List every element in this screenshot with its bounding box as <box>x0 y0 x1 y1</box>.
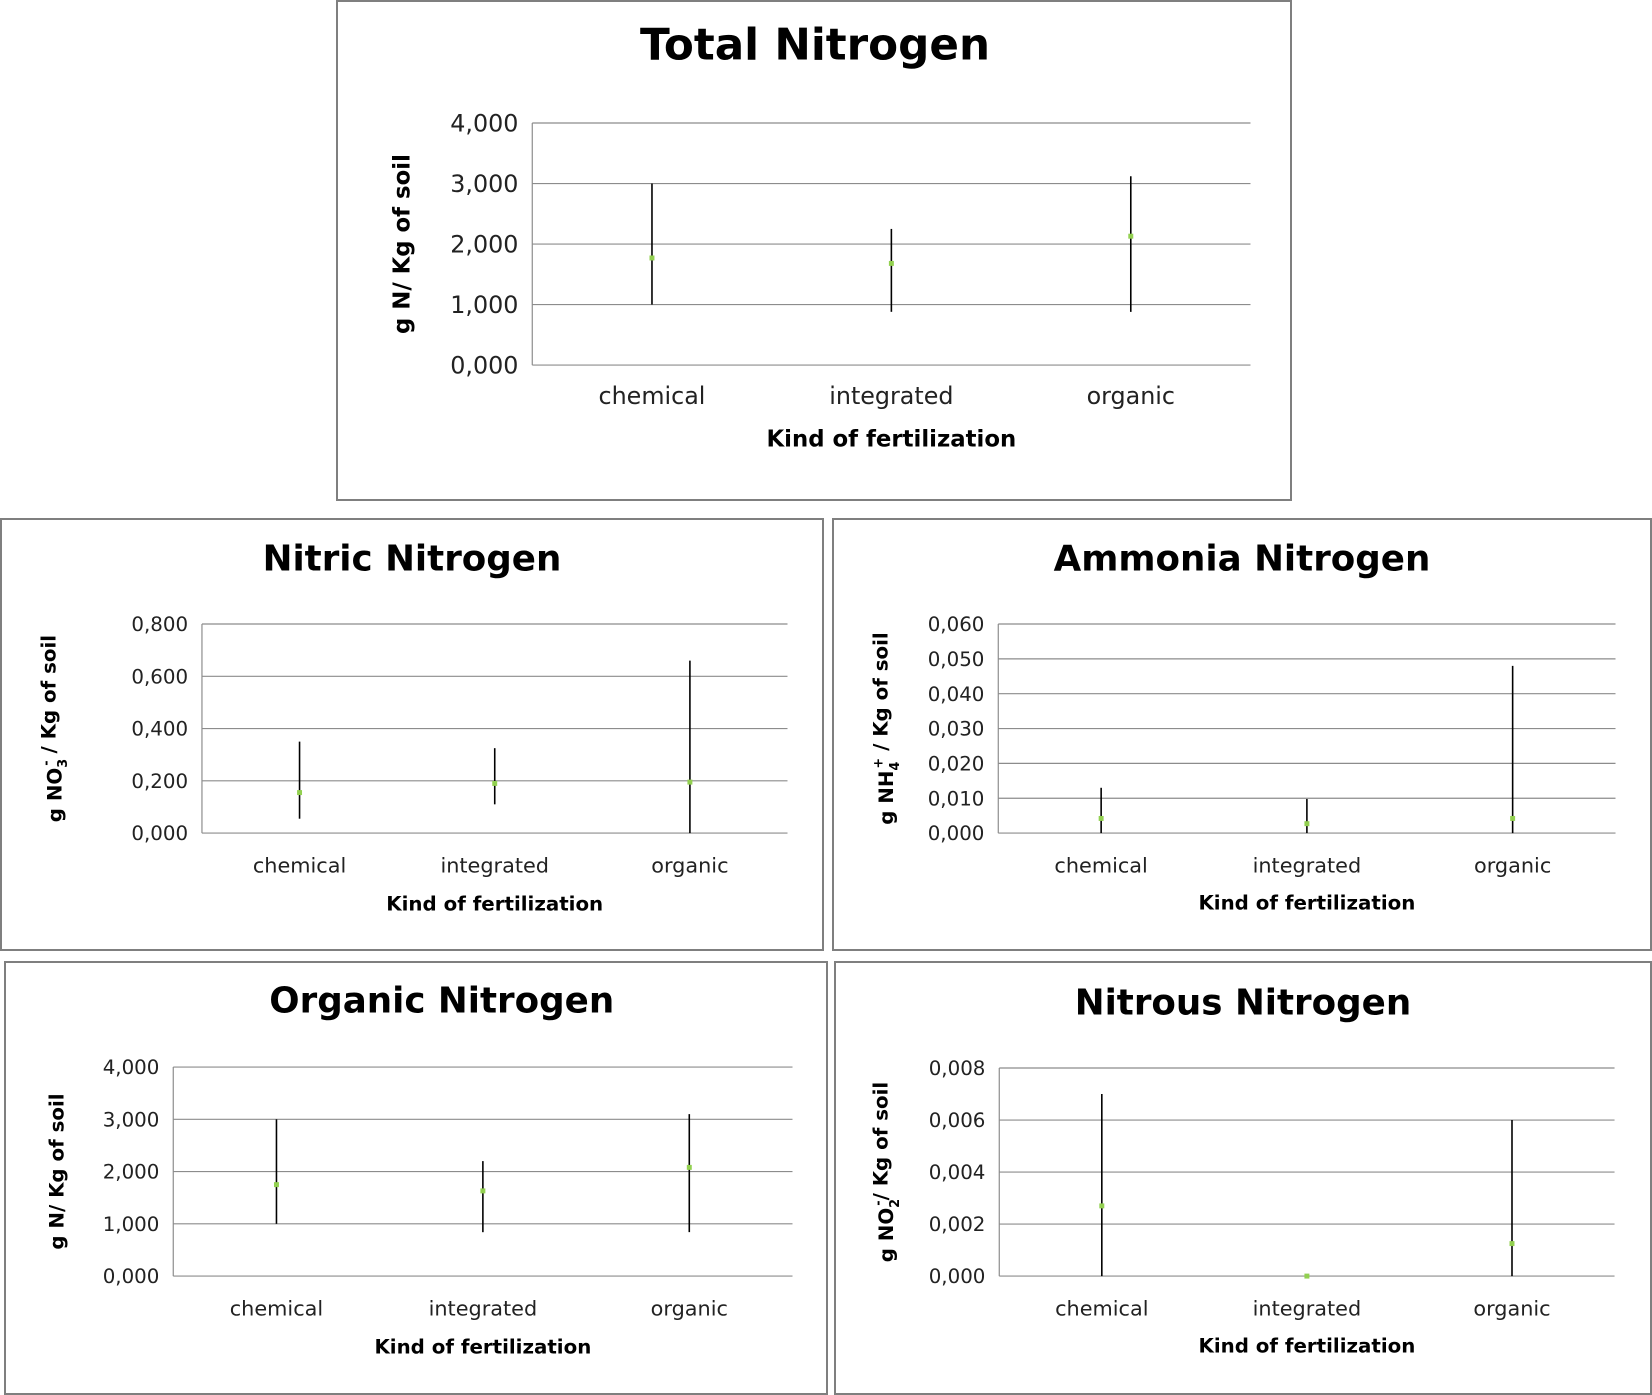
nitrous-mean-point <box>1099 1203 1104 1208</box>
chart-panel-organic-nitrogen <box>4 961 828 1395</box>
nitrous-x-tick-label: chemical <box>1055 1296 1149 1321</box>
total-y-axis-label: g N/ Kg of soil <box>389 154 416 335</box>
nitrous-mean-point <box>1304 1274 1309 1279</box>
organic-x-tick-label: integrated <box>428 1296 538 1321</box>
ammonia-chart-title: Ammonia Nitrogen <box>1053 538 1431 580</box>
ammonia-y-tick-label: 0,020 <box>927 752 985 776</box>
nitrous-y-tick-label: 0,006 <box>928 1109 986 1133</box>
nitrous-x-axis-label: Kind of fertilization <box>1198 1334 1416 1358</box>
organic-y-tick-label: 3,000 <box>102 1108 160 1132</box>
nitrous-mean-point <box>1510 1241 1515 1246</box>
ammonia-y-tick-label: 0,000 <box>927 822 985 846</box>
nitric-y-tick-label: 0,400 <box>131 717 189 741</box>
nitrous-y-tick-label: 0,000 <box>928 1265 986 1289</box>
chart-panel-ammonia-nitrogen <box>832 518 1652 951</box>
ammonia-y-tick-label: 0,030 <box>927 717 985 741</box>
nitrous-nitrogen-chart <box>836 963 1650 1393</box>
total-x-tick-label: organic <box>1086 381 1175 410</box>
ammonia-x-tick-label: organic <box>1474 853 1552 878</box>
ammonia-y-axis-label: g $NH_4+ / Kg$ of soil <box>869 632 904 825</box>
total-mean-point <box>1128 234 1133 239</box>
total-x-tick-label: integrated <box>829 381 954 410</box>
ammonia-y-tick-label: 0,050 <box>927 648 985 672</box>
nitrous-y-tick-label: 0,002 <box>928 1213 986 1237</box>
nitric-mean-point <box>297 790 302 795</box>
organic-mean-point <box>687 1165 692 1170</box>
organic-x-tick-label: organic <box>650 1296 728 1321</box>
nitrous-y-tick-label: 0,008 <box>928 1057 986 1081</box>
ammonia-y-tick-label: 0,060 <box>927 613 985 637</box>
ammonia-mean-point <box>1099 816 1104 821</box>
nitric-y-tick-label: 0,000 <box>131 822 189 846</box>
total-y-tick-label: 2,000 <box>450 230 519 259</box>
organic-mean-point <box>480 1188 485 1193</box>
organic-y-tick-label: 2,000 <box>102 1160 160 1184</box>
organic-y-axis-label: g N/ Kg of soil <box>45 1093 69 1250</box>
total-x-axis-label: Kind of fertilization <box>766 426 1017 453</box>
nitrous-x-tick-label: organic <box>1473 1296 1551 1321</box>
ammonia-x-axis-label: Kind of fertilization <box>1198 891 1416 915</box>
nitrous-y-axis-label: g $NO_2-/$ Kg of soil <box>869 1081 904 1263</box>
organic-mean-point <box>274 1182 279 1187</box>
ammonia-y-tick-label: 0,040 <box>927 682 985 706</box>
ammonia-y-tick-label: 0,010 <box>927 787 985 811</box>
organic-chart-title: Organic Nitrogen <box>269 980 615 1022</box>
chart-panel-nitric-nitrogen <box>0 518 824 951</box>
total-y-tick-label: 4,000 <box>450 109 519 138</box>
ammonia-mean-point <box>1510 816 1515 821</box>
total-y-tick-label: 1,000 <box>450 291 519 320</box>
ammonia-x-tick-label: integrated <box>1252 853 1362 878</box>
total-nitrogen-chart <box>338 2 1290 499</box>
nitric-mean-point <box>687 780 692 785</box>
nitric-mean-point <box>492 781 497 786</box>
total-chart-title: Total Nitrogen <box>639 19 991 71</box>
nitric-x-tick-label: organic <box>651 853 729 878</box>
nitric-x-axis-label: Kind of fertilization <box>386 892 604 916</box>
nitric-x-tick-label: chemical <box>252 853 347 878</box>
organic-y-tick-label: 4,000 <box>102 1056 160 1080</box>
organic-nitrogen-chart <box>6 963 826 1393</box>
total-mean-point <box>889 261 894 266</box>
nitrous-chart-title: Nitrous Nitrogen <box>1074 982 1412 1024</box>
chart-panel-nitrous-nitrogen <box>834 961 1652 1395</box>
nitric-nitrogen-chart <box>2 520 822 949</box>
nitrous-y-tick-label: 0,004 <box>928 1161 986 1185</box>
ammonia-nitrogen-chart <box>834 520 1650 949</box>
chart-panel-total-nitrogen <box>336 0 1292 501</box>
total-y-tick-label: 3,000 <box>450 170 519 199</box>
nitric-y-axis-label: g $NO_3-$ / Kg of soil <box>37 634 72 823</box>
total-x-tick-label: chemical <box>598 381 706 410</box>
ammonia-x-tick-label: chemical <box>1054 853 1148 878</box>
total-y-tick-label: 0,000 <box>450 351 519 380</box>
nitric-y-tick-label: 0,800 <box>131 613 189 637</box>
total-mean-point <box>649 255 654 260</box>
ammonia-mean-point <box>1304 821 1309 826</box>
nitric-y-tick-label: 0,600 <box>131 665 189 689</box>
organic-x-tick-label: chemical <box>229 1296 324 1321</box>
organic-y-tick-label: 0,000 <box>102 1265 160 1289</box>
nitric-y-tick-label: 0,200 <box>131 769 189 793</box>
organic-x-axis-label: Kind of fertilization <box>374 1335 592 1359</box>
organic-y-tick-label: 1,000 <box>102 1212 160 1236</box>
nitrous-x-tick-label: integrated <box>1252 1296 1362 1321</box>
nitric-chart-title: Nitric Nitrogen <box>262 538 562 580</box>
nitric-x-tick-label: integrated <box>440 853 550 878</box>
